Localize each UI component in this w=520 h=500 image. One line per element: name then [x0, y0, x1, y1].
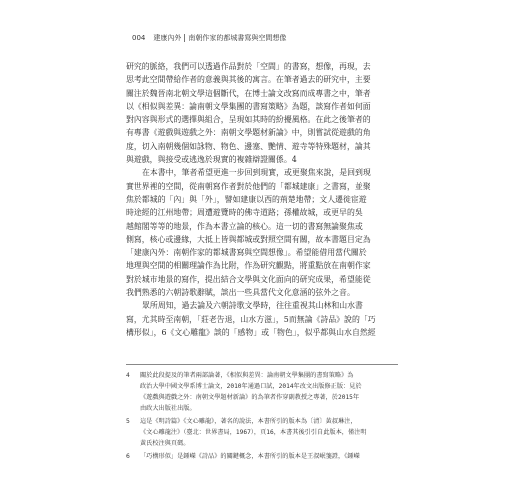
body-line: 度，切入南朝幾個如詠物、物色、邊塞、艷情、遊寺等特殊題材，論其	[126, 141, 371, 151]
body-line: 研究的脈絡，我們可以透過作品對於「空間」的書寫，想像，再現，去	[126, 62, 371, 71]
body-line: 對內容與形式的選擇與組合，呈現如其時的紛擾風格。在此之後筆者的	[126, 115, 371, 125]
book-title: 建康內外	[153, 34, 182, 42]
footnotes	[126, 370, 398, 464]
footnote-rule	[126, 364, 398, 365]
body-line: 以《相似與差異：論南朝文學集團的書寫策略》為題，談寫作者如何面	[126, 101, 371, 111]
footnote	[126, 416, 398, 449]
footnote-line: 黃氏校注與頁碼。	[140, 440, 190, 447]
page-number: 004	[132, 34, 146, 42]
chapter-title: 南朝作家的都城書寫與空間想像	[188, 34, 287, 42]
footnote-line: 「巧構形似」是鍾嶸《詩品》的關鍵概念，本書所引的版本是王叔岷箋證，《鍾嶸	[140, 453, 360, 460]
footnote	[126, 370, 398, 414]
footnote-line: 這是《明詩篇》《文心雕龍》，著名的說法，本書所引的版本為〔清〕黃叔琳注，	[140, 418, 357, 425]
footnote-mark: 4	[126, 372, 130, 379]
body-line: 思考此空間帶給作者的意義與其後的寓言。在筆者過去的研究中，主要	[126, 75, 371, 85]
body-line: 地理與空間的相關理論作為比附，作為研究觀點，將重點放在南朝作家	[126, 261, 371, 271]
header-separator	[184, 34, 185, 42]
footnote-line: 《文心雕龍注》（臺北：世界書局，1967），頁16，本書其後引引自此版本，僅注明	[140, 429, 367, 436]
footnote-line: 政治大學中國文學系博士論文，2010年通過口試，2014年改文出版修正版：見於	[140, 383, 362, 390]
footnote-mark: 5	[126, 418, 130, 425]
body-line: 我們熟悉的六朝詩歌辭賦，談出一些具當代文化意涵的弦外之音。	[126, 288, 355, 298]
body-line: 對於城市地景的寫作，提出結合文學與文化面向的研究成果，希望能從	[126, 274, 371, 284]
running-header	[132, 31, 286, 45]
body-line: 越館閣等等的地景，作為本書立論的核心。這一切的書寫無論聚焦或	[126, 221, 363, 231]
footnote	[126, 451, 398, 462]
body-line: 實世界裡的空間，從南朝寫作者對於他們的「都城建康」之書寫，並聚	[126, 181, 371, 191]
body-line: 眾所周知，過去論及六朝詩歌文學時，往往重視其山林和山水書	[142, 301, 363, 311]
body-line: 有專書《遊戲與遊戲之外：南朝文學題材新論》中，則嘗試從遊戲的角	[126, 128, 371, 138]
body-line: 「建康內外：南朝作家的都城書寫與空間想像」。希望能借用當代關於	[126, 248, 367, 258]
body-line: 側寫，核心或邊緣，大抵上皆與都城或對照空間有關，故本書題目定為	[126, 234, 371, 244]
body-line: 構形似」，6《文心雕龍》談的「感物」或「物色」，似乎都與山水自然經	[126, 327, 376, 337]
body-line: 關注於魏晉南北朝文學這個斷代，在博士論文改寫而成專書之中，筆者	[126, 88, 371, 98]
body-line: 寫，尤其時至南朝，「莊老告退，山水方滋」，5而無論《詩品》說的「巧	[126, 314, 376, 324]
body-line: 與遊戲，與接受或逃逸於現實的複雜辯證關係。4	[126, 155, 297, 165]
body-line: 時途經的江州地帶；周遭遊覽時的佛寺道路；孫權故城，或更早的吳	[126, 208, 363, 218]
footnote-mark: 6	[126, 453, 130, 460]
footnote-line: 關於此段提及的筆者兩部論著，《相似與差異：論南朝文學集團的書寫策略》為	[140, 372, 354, 379]
footnote-line: 《遊戲與遊戲之外：南朝文學題材新論》的為筆者作穿副教授之專著，於2015年	[140, 394, 360, 401]
body-line: 在本書中，筆者希望更進一步回到現實，或更聚焦來說，是回到現	[142, 168, 371, 178]
footnote-line: 由政大出版社出版。	[140, 405, 196, 412]
body-text	[126, 60, 398, 339]
body-line: 焦於都城的「內」與「外」，譬如建康以西的荊楚地帶；文人遷徙宦遊	[126, 194, 367, 204]
